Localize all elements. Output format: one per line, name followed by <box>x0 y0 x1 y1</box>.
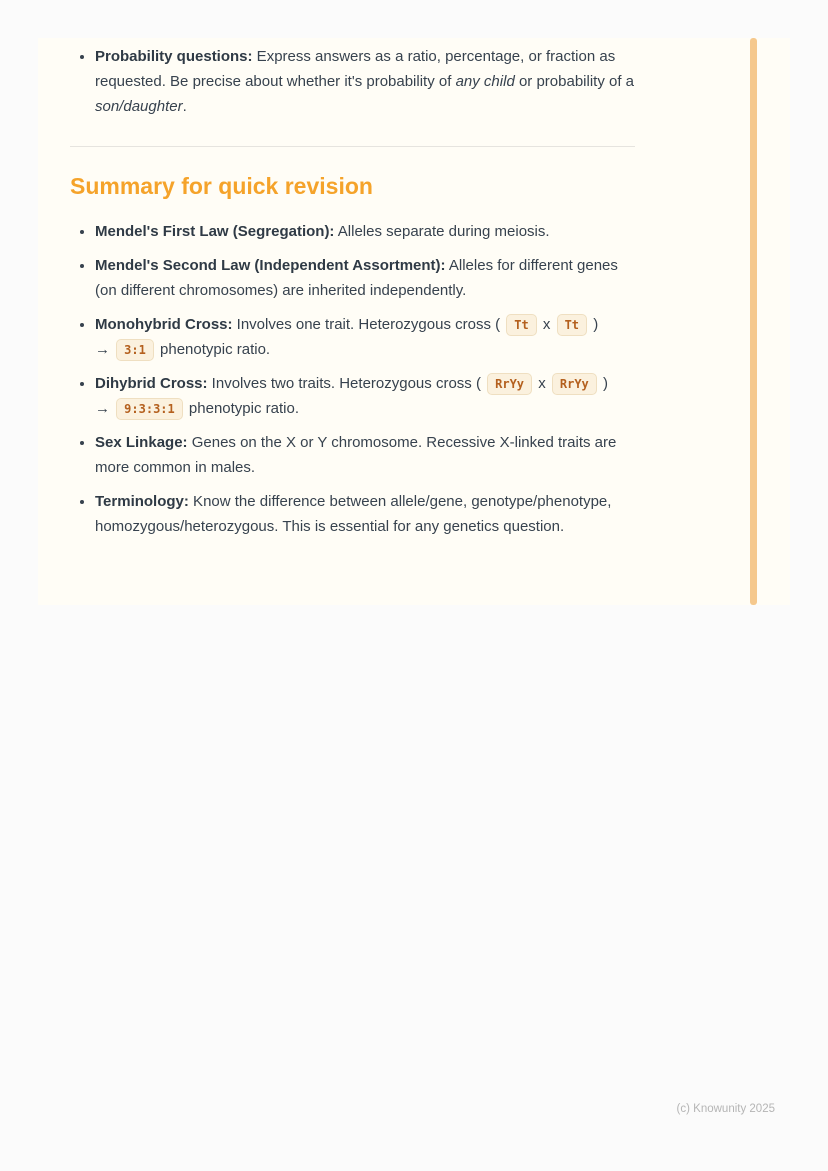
bullet-text: phenotypic ratio. <box>155 341 271 358</box>
bullet-sex-linkage <box>95 430 640 480</box>
genotype-chip-tt-2: Tt <box>557 314 587 336</box>
ratio-chip-9-3-3-1: 9:3:3:1 <box>116 398 183 420</box>
bullet-text: ) <box>598 375 608 392</box>
summary-heading: Summary for quick revision <box>70 173 373 199</box>
italic-any-child: any child <box>455 73 515 90</box>
bullet-text: Know the difference between allele/gene, genotype/phenotype, homozygous/heterozygous. This is essential for any genetics question. <box>95 493 612 535</box>
genotype-chip-tt-1: Tt <box>506 314 536 336</box>
bullet-text: Alleles separate during meiosis. <box>334 223 550 240</box>
notes-card <box>38 38 790 605</box>
bullet-mendel-second-law <box>95 253 640 303</box>
accent-bar <box>750 38 757 605</box>
bullet-text: x <box>538 316 555 333</box>
bullet-mendel-first-law <box>95 219 640 244</box>
bullet-probability-questions <box>95 44 640 119</box>
bullet-text: Genes on the X or Y chromosome. Recessive X-linked traits are more common in males. <box>95 434 617 476</box>
bullet-dihybrid-cross <box>95 371 640 421</box>
bullet-lead: Probability questions: <box>95 48 253 65</box>
genotype-chip-rryy-2: RrYy <box>552 373 597 395</box>
bullet-lead: Sex Linkage: <box>95 434 188 451</box>
bullet-text: . <box>182 98 187 115</box>
bullet-text: Alleles for different genes (on different chromosomes) are inherited independently. <box>95 257 618 299</box>
bullet-text: Involves one trait. Heterozygous cross ( <box>232 316 505 333</box>
arrow-text: → <box>95 341 115 358</box>
bullet-lead: Terminology: <box>95 493 189 510</box>
summary-bullet-list <box>70 219 640 539</box>
arrow-text: → <box>95 400 115 417</box>
ratio-chip-3-1: 3:1 <box>116 339 154 361</box>
footer-copyright: (c) Knowunity 2025 <box>676 1103 775 1115</box>
genotype-chip-rryy-1: RrYy <box>487 373 532 395</box>
bullet-monohybrid-cross <box>95 312 640 362</box>
notes-content <box>38 38 640 539</box>
bullet-lead: Mendel's Second Law (Independent Assortment): <box>95 257 446 274</box>
bullet-text: Express answers as a ratio, percentage, or fraction as requested. Be precise about whether it's probability of <box>95 48 616 90</box>
bullet-text: ) <box>589 316 599 333</box>
bullet-text: Involves two traits. Heterozygous cross ( <box>207 375 486 392</box>
bullet-text: phenotypic ratio. <box>184 400 299 417</box>
bullet-lead: Mendel's First Law (Segregation): <box>95 223 335 240</box>
section-divider <box>70 146 635 147</box>
bullet-text: or probability of a <box>514 73 635 90</box>
bullet-lead: Dihybrid Cross: <box>95 375 208 392</box>
top-bullet-list <box>70 44 640 119</box>
bullet-text: x <box>534 375 550 392</box>
italic-son-daughter: son/daughter <box>95 98 183 115</box>
bullet-lead: Monohybrid Cross: <box>95 316 233 333</box>
bullet-terminology <box>95 489 640 539</box>
